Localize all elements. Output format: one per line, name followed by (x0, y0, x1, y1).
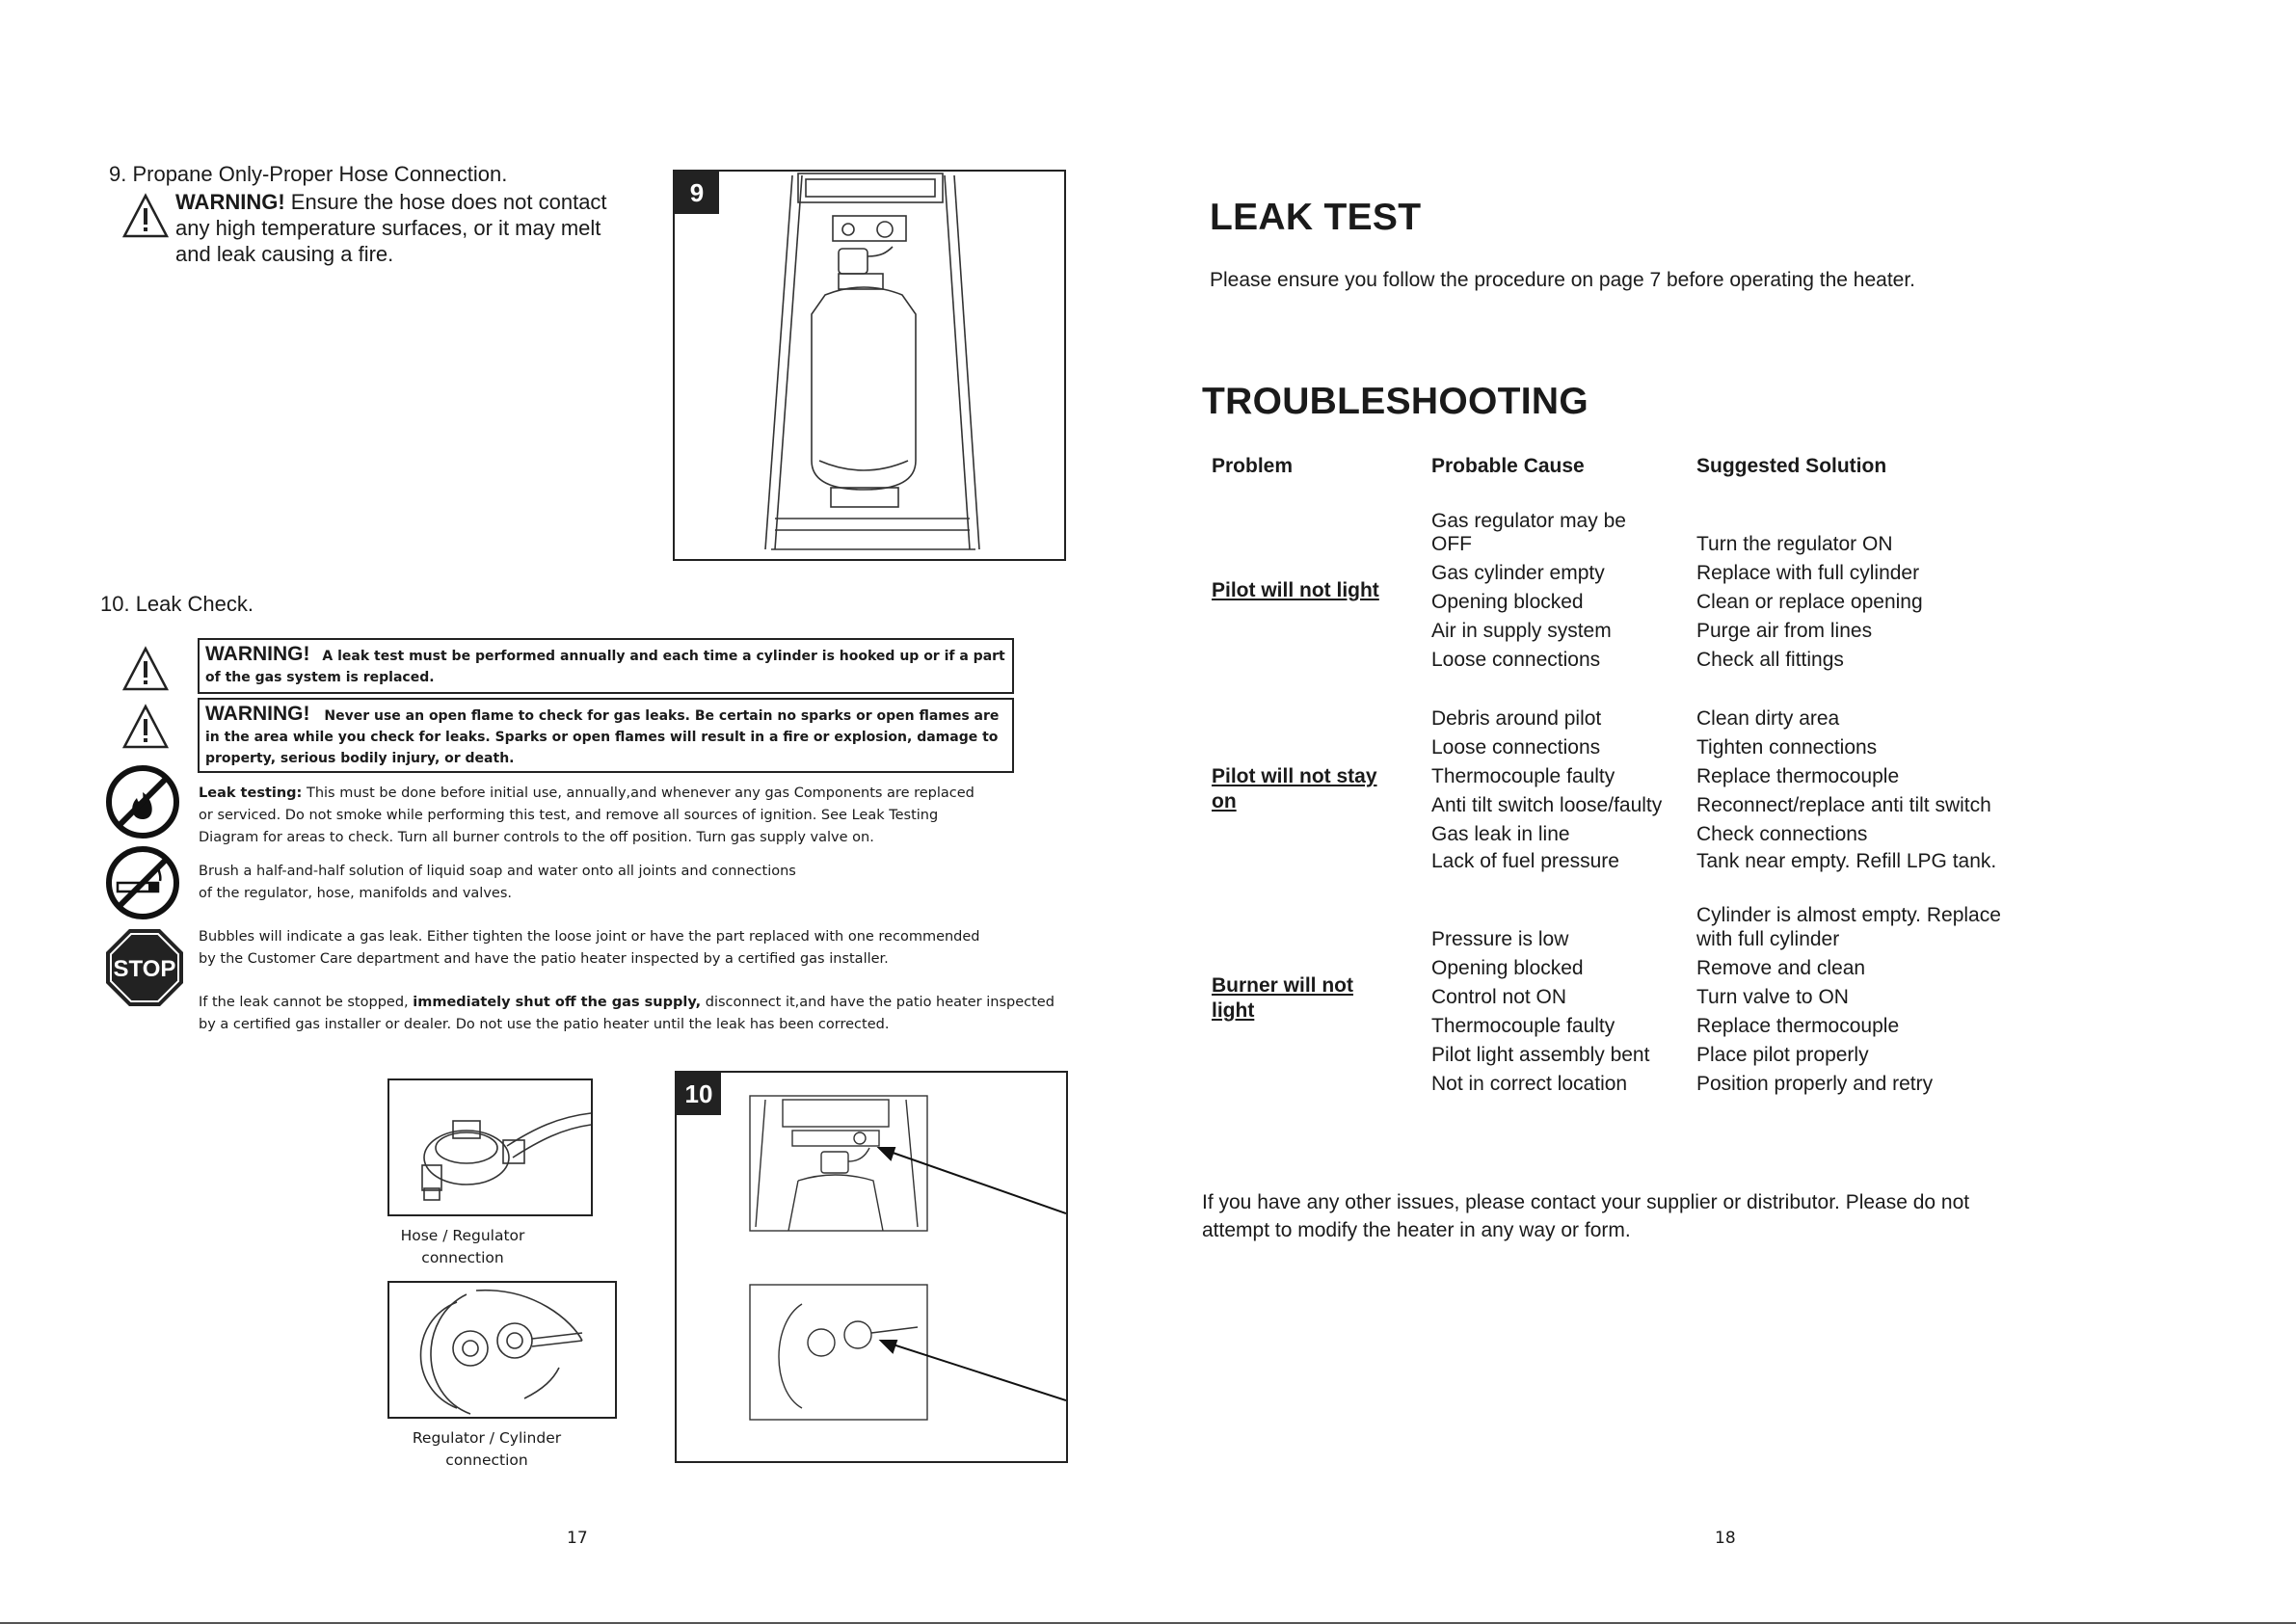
hose-regulator-detail (387, 1078, 593, 1216)
warning-box-open-flame: WARNING! Never use an open flame to check for gas leaks. Be certain no sparks or open flames are in the area while you check for leaks. Sparks or open flames will result in a fire or explosion, damage to property, serious bodily injury, or death. (198, 698, 1014, 773)
problem-pilot-not-stay-on: Pilot will not stay on (1212, 765, 1377, 812)
leak-testing-paragraph: Leak testing: This must be done before initial use, annually,and whenever any gas Components are replaced or serviced. Do not smoke while performing this test, and remove all sources of ignition. See Leak Testing Diagram for areas to check. Turn all burner controls to the off position. Turn gas supply valve on. (199, 785, 974, 845)
hose-regulator-illustration (389, 1080, 591, 1214)
regulator-cylinder-illustration (389, 1283, 615, 1417)
problem-pilot-not-light: Pilot will not light (1212, 579, 1379, 601)
troubleshooting-heading: TROUBLESHOOTING (1202, 381, 1589, 422)
problem-burner-not-light: Burner will not light (1212, 974, 1353, 1022)
warning-triangle-icon (121, 646, 170, 692)
column-header-cause: Probable Cause (1431, 455, 1585, 477)
step9-warning-label: WARNING! (175, 190, 285, 214)
warning-box-leak-test: WARNING! A leak test must be performed annually and each time a cylinder is hooked up or if a part of the gas system is replaced. (198, 638, 1014, 694)
solutions-group-3: Cylinder is almost empty. Replace with full cylinder Remove and clean Turn valve to ON Replace thermocouple Place pilot properly Position properly and retry (1696, 904, 2001, 1095)
contact-note: If you have any other issues, please contact your supplier or distributor. Please do not attempt to modify the heater in any way or form. (1202, 1191, 1970, 1241)
stop-sign-icon (104, 927, 185, 1008)
causes-group-2: Debris around pilot Loose connections Thermocouple faulty Anti tilt switch loose/faulty Gas leak in line Lack of fuel pressure (1431, 707, 1663, 872)
cannot-stop-paragraph: If the leak cannot be stopped, immediately shut off the gas supply, disconnect it,and have the patio heater inspected by a certified gas installer or dealer. Do not use the patio heater until the leak has been corrected. (199, 995, 1055, 1032)
brush-paragraph: Brush a half-and-half solution of liquid soap and water onto all joints and connections of the regulator, hose, manifolds and valves. (199, 864, 796, 901)
causes-group-1: Gas regulator may be OFF Gas cylinder empty Opening blocked Air in supply system Loose connections (1431, 510, 1626, 671)
bubbles-paragraph: Bubbles will indicate a gas leak. Either tighten the loose joint or have the part replaced with one recommended by the Customer Care department and have the patio heater inspected by a certified gas installer. (199, 929, 980, 967)
step9-title: 9. Propane Only-Proper Hose Connection. (109, 162, 508, 186)
page-number-right: 18 (1715, 1529, 1736, 1548)
solutions-group-2: Clean dirty area Tighten connections Replace thermocouple Reconnect/replace anti tilt switch Check connections Tank near empty. Refill LPG tank. (1696, 707, 1997, 872)
column-header-problem: Problem (1212, 455, 1294, 477)
figure-9-number: 9 (675, 172, 719, 214)
hose-regulator-caption: Hose / Regulator connection (400, 1227, 525, 1266)
no-open-flame-icon (104, 763, 181, 840)
step9-warning: WARNING! Ensure the hose does not contact any high temperature surfaces, or it may melt and leak causing a fire. (175, 190, 607, 266)
leak-test-text: Please ensure you follow the procedure on page 7 before operating the heater. (1210, 269, 1916, 291)
no-smoking-icon (104, 844, 181, 921)
regulator-cylinder-detail (387, 1281, 617, 1419)
regulator-cylinder-caption: Regulator / Cylinder connection (412, 1429, 562, 1469)
page-number-left: 17 (567, 1529, 588, 1548)
leak-test-heading: LEAK TEST (1210, 197, 1422, 238)
warning-triangle-icon (121, 193, 170, 239)
stop-sign-text: STOP (113, 956, 176, 982)
patio-heater-cylinder-illustration (675, 172, 1064, 559)
figure-10-number: 10 (677, 1073, 721, 1115)
causes-group-3: Pressure is low Opening blocked Control not ON Thermocouple faulty Pilot light assembly bent Not in correct location (1431, 928, 1650, 1095)
figure-9 (673, 170, 1066, 561)
solutions-group-1: Turn the regulator ON Replace with full cylinder Clean or replace opening Purge air from lines Check all fittings (1696, 533, 1923, 671)
step10-title: 10. Leak Check. (100, 592, 254, 616)
column-header-solution: Suggested Solution (1696, 455, 1887, 477)
figure-10 (675, 1071, 1068, 1463)
leak-check-points-illustration (677, 1073, 1066, 1461)
warning-triangle-icon (121, 704, 170, 750)
